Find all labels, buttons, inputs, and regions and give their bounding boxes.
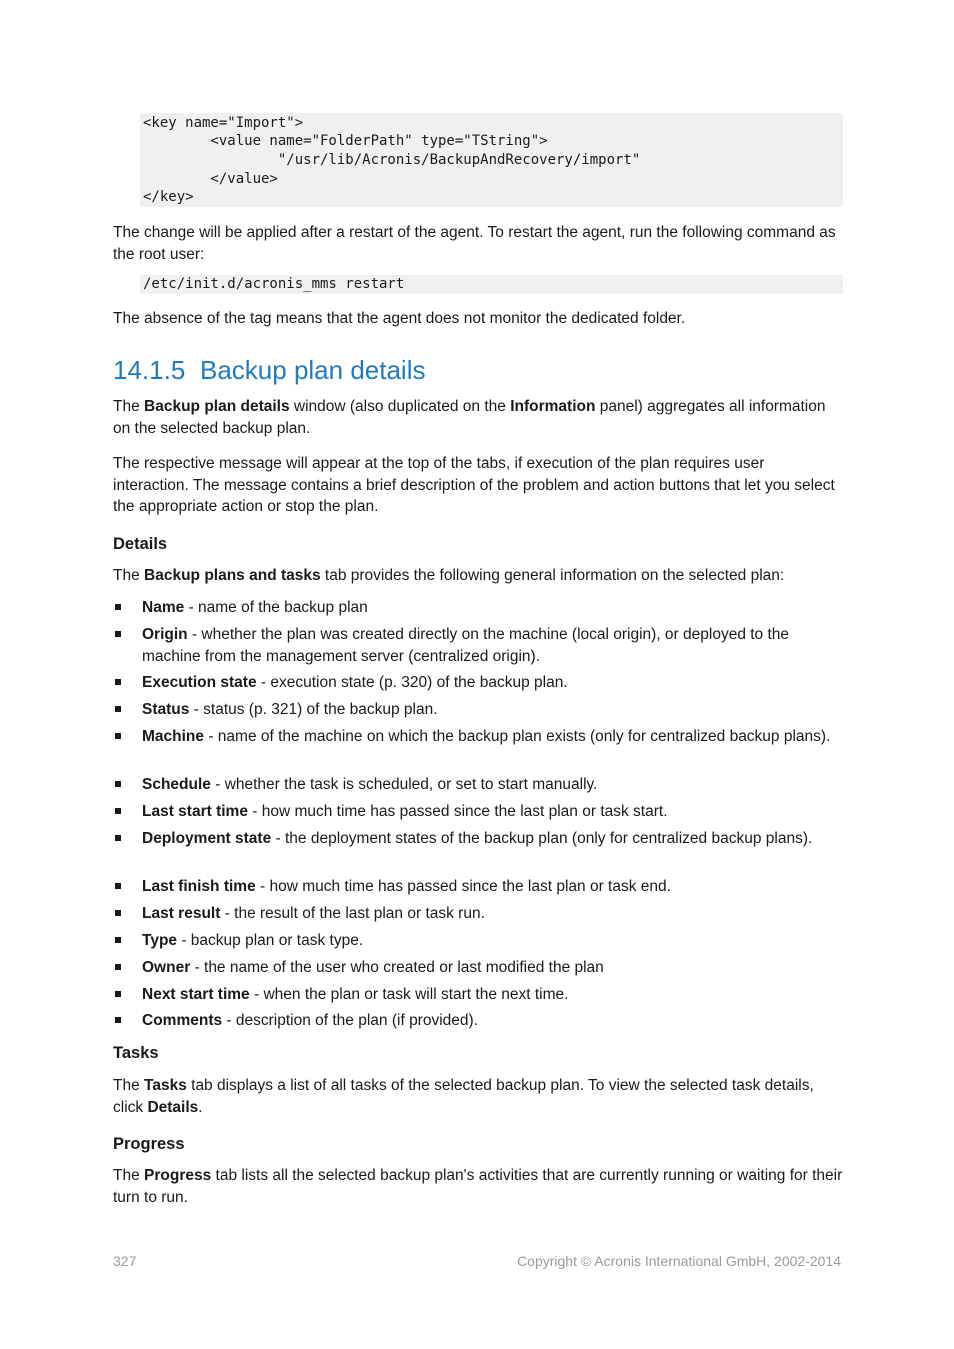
bold-run: Information	[510, 398, 596, 415]
tasks-paragraph	[113, 1075, 843, 1118]
item-desc: - execution state (p. 320) of the backup plan.	[256, 674, 568, 691]
progress-heading: Progress	[113, 1135, 185, 1153]
bullet-icon	[115, 808, 121, 814]
code-block-registry-key	[140, 113, 843, 207]
details-intro	[113, 565, 843, 587]
item-desc: - whether the task is scheduled, or set to start manually.	[210, 776, 598, 793]
text-run: The	[113, 567, 145, 584]
text-run: .	[198, 1098, 203, 1116]
code-line: </key>	[143, 189, 194, 205]
details-heading: Details	[113, 535, 168, 553]
bullet-icon	[115, 835, 121, 841]
bold-run: Progress	[144, 1167, 212, 1184]
code-block-restart-command	[140, 275, 843, 294]
text-run: window (also duplicated on the	[289, 398, 511, 415]
item-term: Execution state	[142, 674, 257, 691]
item-term: Last result	[142, 905, 221, 922]
item-desc: - the deployment states of the backup plan (only for centralized backup plans).	[271, 830, 813, 847]
text-run: tab displays a list of all tasks of the selected backup plan. To view the selected task details, click	[113, 1077, 814, 1116]
item-desc: - the name of the user who created or last modified the plan	[190, 959, 604, 976]
item-term: Comments	[142, 1012, 223, 1029]
bold-run: Tasks	[144, 1077, 187, 1094]
item-desc: - description of the plan (if provided).	[222, 1012, 478, 1029]
text-run: The	[113, 1077, 145, 1094]
item-desc: - status (p. 321) of the backup plan.	[189, 701, 438, 718]
item-desc: - backup plan or task type.	[177, 932, 364, 949]
bullet-icon	[115, 733, 121, 739]
bold-run: Backup plans and tasks	[144, 567, 321, 584]
bullet-icon	[115, 937, 121, 943]
bullet-icon	[115, 964, 121, 970]
bullet-icon	[115, 604, 121, 610]
bullet-icon	[115, 991, 121, 997]
text-run: The	[113, 398, 145, 415]
text-run: The	[113, 1167, 145, 1184]
paragraph-intro-1	[113, 396, 843, 439]
item-desc: - whether the plan was created directly on the machine (local origin), or deployed to the machine from the management server (centralized origin).	[142, 626, 790, 665]
paragraph-restart: The change will be applied after a restart of the agent. To restart the agent, run the following command as the root user:	[113, 224, 836, 263]
code-line: <key name="Import">	[143, 115, 304, 131]
item-term: Owner	[142, 959, 191, 976]
item-term: Deployment state	[142, 830, 272, 847]
tasks-heading: Tasks	[113, 1044, 159, 1062]
code-line: <value name="FolderPath" type="TString">	[143, 133, 548, 149]
item-term: Type	[142, 932, 178, 949]
item-term: Last start time	[142, 803, 248, 820]
item-desc: - how much time has passed since the last plan or task end.	[255, 878, 671, 895]
text-run: tab provides the following general information on the selected plan:	[320, 567, 785, 584]
item-desc: - the result of the last plan or task run.	[220, 905, 485, 922]
copyright-notice: Copyright © Acronis International GmbH, 2002-2014	[517, 1253, 841, 1269]
item-desc: - when the plan or task will start the next time.	[249, 986, 569, 1003]
item-term: Status	[142, 701, 190, 718]
bold-run: Backup plan details	[144, 398, 290, 415]
text-run: tab lists all the selected backup plan's activities that are currently running or waiting for their turn to run.	[113, 1167, 843, 1206]
item-desc: - how much time has passed since the last plan or task start.	[247, 803, 668, 820]
bullet-icon	[115, 910, 121, 916]
section-heading	[113, 353, 425, 387]
bullet-icon	[115, 631, 121, 637]
item-term: Schedule	[142, 776, 211, 793]
item-term: Last finish time	[142, 878, 256, 895]
item-term: Name	[142, 599, 185, 616]
page-number: 327	[113, 1253, 137, 1269]
bullet-icon	[115, 883, 121, 889]
code-line: /etc/init.d/acronis_mms restart	[143, 276, 405, 292]
item-desc: - name of the machine on which the backup plan exists (only for centralized backup plans).	[204, 728, 831, 745]
item-desc: - name of the backup plan	[184, 599, 368, 616]
section-number: 14.1.5	[113, 355, 186, 385]
bullet-icon	[115, 1017, 121, 1023]
item-term: Next start time	[142, 986, 250, 1003]
item-term: Origin	[142, 626, 188, 643]
paragraph-absence: The absence of the tag means that the agent does not monitor the dedicated folder.	[113, 310, 686, 327]
item-term: Machine	[142, 728, 205, 745]
bold-run: Details	[147, 1098, 199, 1116]
bullet-icon	[115, 781, 121, 787]
code-line: </value>	[143, 171, 278, 187]
bullet-icon	[115, 679, 121, 685]
bullet-icon	[115, 706, 121, 712]
paragraph-intro-2: The respective message will appear at the top of the tabs, if execution of the plan requires user interaction. The message contains a brief description of the problem and action buttons that let you select the appropriate action or stop the plan.	[113, 455, 835, 515]
section-title: Backup plan details	[200, 355, 426, 385]
progress-paragraph	[113, 1165, 843, 1208]
code-line: "/usr/lib/Acronis/BackupAndRecovery/import"	[143, 152, 641, 168]
text-run: panel) aggregates all information on the selected backup plan.	[113, 398, 826, 437]
